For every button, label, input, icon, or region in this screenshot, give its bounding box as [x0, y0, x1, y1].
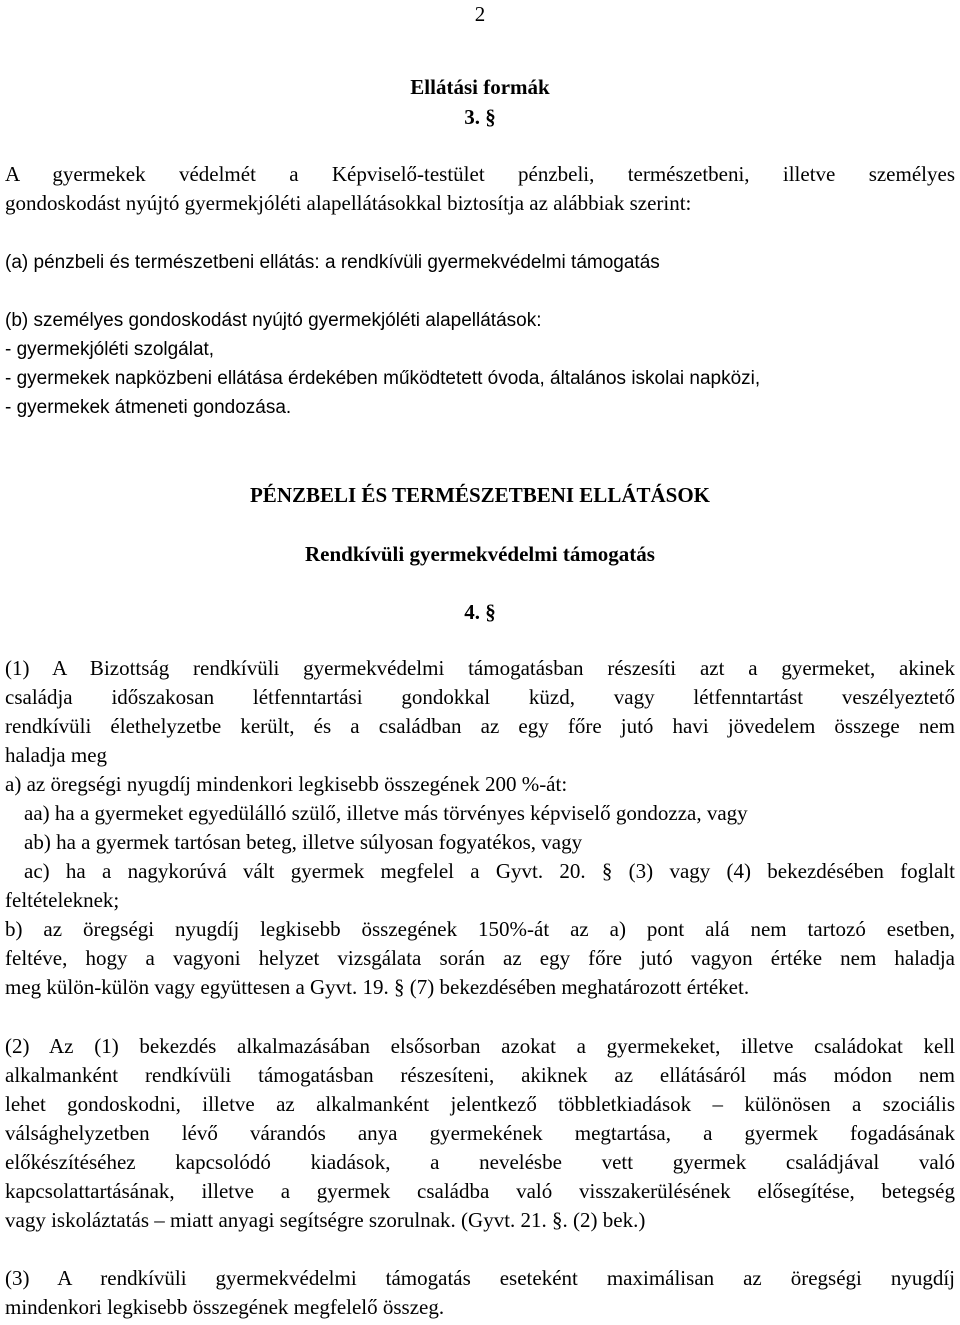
para3-line-1: (3) A rendkívüli gyermekvédelmi támogatás eseteként maximálisan az öregségi nyugdíj — [5, 1266, 955, 1290]
para2-line-6: kapcsolattartásának, illetve a gyermek családba való visszakerülésének elősegítése, betegség — [5, 1179, 955, 1203]
point-b-line-1: b) az öregségi nyugdíj legkisebb összegének 150%-át az a) pont alá nem tartozó esetben, — [5, 917, 955, 941]
point-ac-cont: feltételeknek; — [5, 888, 120, 912]
heading-penzbeli: PÉNZBELI ÉS TERMÉSZETBENI ELLÁTÁSOK — [249, 483, 711, 507]
item-b-list-1: - gyermekjóléti szolgálat, — [5, 339, 215, 360]
para3-line-2: mindenkori legkisebb összegének megfelelő összeg. — [5, 1295, 445, 1319]
para2-line-5: előkészítéséhez kapcsolódó kiadások, a nevelésbe vett gyermek családjával való — [5, 1150, 955, 1174]
para2-line-7: vagy iskoláztatás – miatt anyagi segítségre szorulnak. (Gyvt. 21. §. (2) bek.) — [5, 1208, 646, 1232]
para1-line-2: családja időszakosan létfenntartási gondokkal küzd, vagy létfenntartást veszélyeztető — [5, 685, 955, 709]
para2-line-4: válsághelyzetben lévő várandós anya gyermekének megtartása, a gyermek fogadásának — [5, 1121, 955, 1145]
point-ab: ab) ha a gyermek tartósan beteg, illetve súlyosan fogyatékos, vagy — [24, 830, 583, 854]
para1-line-3: rendkívüli élethelyzetbe került, és a családban az egy főre jutó havi jövedelem összege nem — [5, 714, 955, 738]
point-b-line-3: meg külön-külön vagy együttesen a Gyvt. 19. § (7) bekezdésében meghatározott értéket. — [5, 975, 750, 999]
para2-line-3: lehet gondoskodni, illetve az alkalmanként jelentkező többletkiadások – különösen a szociális — [5, 1092, 955, 1116]
item-b-list-2: - gyermekek napközbeni ellátása érdekében működtetett óvoda, általános iskolai napközi, — [5, 368, 761, 389]
point-a: a) az öregségi nyugdíj mindenkori legkisebb összegének 200 %-át: — [5, 772, 568, 796]
para2-line-2: alkalmanként rendkívüli támogatásban részesíteni, akiknek az ellátásáról más módon nem — [5, 1063, 955, 1087]
section-number-3: 3. § — [464, 105, 496, 129]
point-b-line-2: feltéve, hogy a vagyoni helyzet vizsgálata során az egy főre jutó vagyon értéke nem haladja — [5, 946, 955, 970]
item-b-list-3: - gyermekek átmeneti gondozása. — [5, 397, 292, 418]
point-aa: aa) ha a gyermeket egyedülálló szülő, illetve más törvényes képviselő gondozza, vagy — [24, 801, 748, 825]
heading-rendkivuli: Rendkívüli gyermekvédelmi támogatás — [305, 542, 655, 566]
section-number-4: 4. § — [464, 600, 496, 624]
heading-ellatasi-formak: Ellátási formák — [410, 75, 550, 99]
intro-line-1: A gyermekek védelmét a Képviselő-testület pénzbeli, természetbeni, illetve személyes — [5, 162, 955, 186]
point-ac: ac) ha a nagykorúvá vált gyermek megfelel a Gyvt. 20. § (3) vagy (4) bekezdésében foglalt — [24, 859, 955, 883]
para2-line-1: (2) Az (1) bekezdés alkalmazásában elsősorban azokat a gyermekeket, illetve családokat kell — [5, 1034, 955, 1058]
para1-line-4: haladja meg — [5, 743, 108, 767]
item-b: (b) személyes gondoskodást nyújtó gyermekjóléti alapellátások: — [5, 310, 542, 331]
item-a: (a) pénzbeli és természetbeni ellátás: a rendkívüli gyermekvédelmi támogatás — [5, 252, 660, 273]
para1-line-1: (1) A Bizottság rendkívüli gyermekvédelmi támogatásban részesíti azt a gyermeket, akinek — [5, 656, 955, 680]
intro-line-2: gondoskodást nyújtó gyermekjóléti alapellátásokkal biztosítja az alábbiak szerint: — [5, 191, 692, 215]
page-number: 2 — [474, 2, 486, 26]
